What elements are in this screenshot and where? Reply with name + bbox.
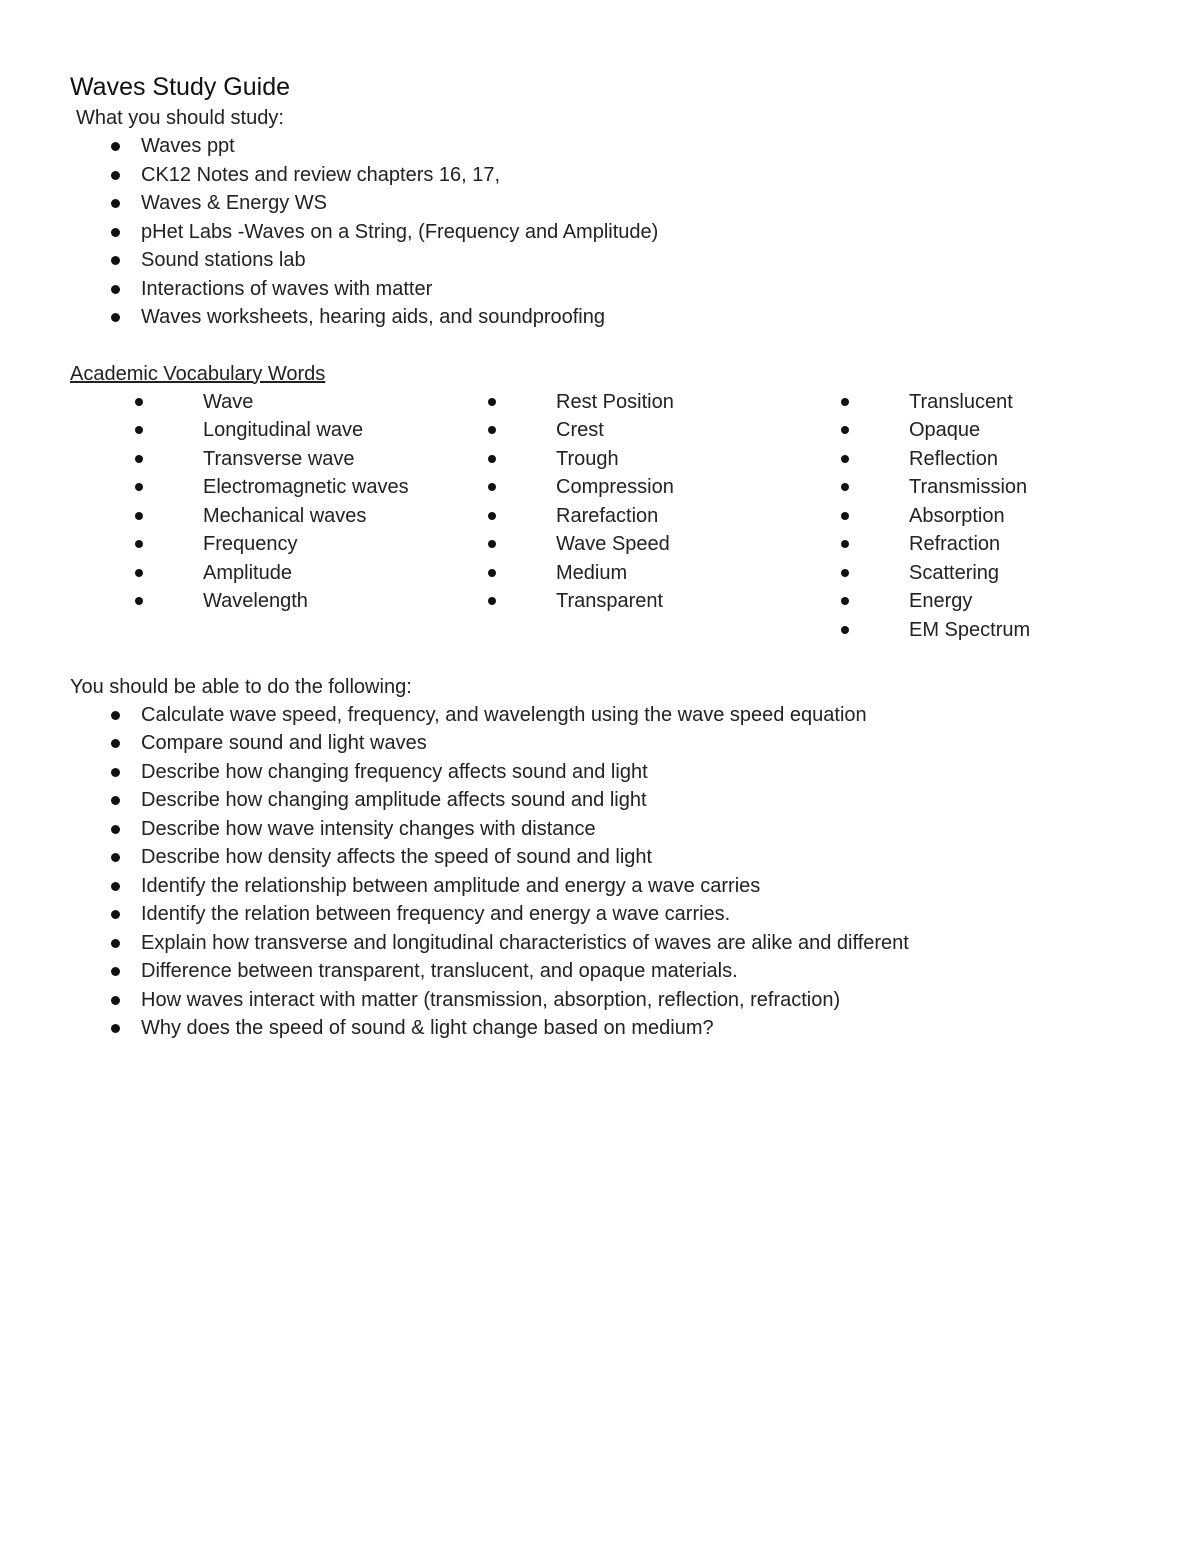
bullet-icon: [488, 426, 496, 434]
bullet-icon: [841, 569, 849, 577]
skills-heading: You should be able to do the following:: [70, 675, 412, 698]
vocab-word: EM Spectrum: [909, 618, 1031, 641]
vocab-item: [423, 445, 674, 474]
vocab-item: [423, 530, 674, 559]
vocab-item: [70, 502, 409, 531]
vocab-column-3: [776, 388, 1030, 645]
bullet-icon: [135, 455, 143, 463]
vocab-grid: [70, 388, 1130, 645]
bullet-icon: [111, 142, 120, 151]
vocab-word: Wave: [203, 390, 254, 413]
vocab-word: Transmission: [909, 476, 1028, 498]
vocab-word: Wavelength: [203, 590, 308, 612]
vocab-word: Amplitude: [203, 561, 292, 584]
vocab-item: [70, 587, 409, 616]
bullet-icon: [111, 882, 120, 891]
list-item-text: Describe how changing amplitude affects sound and light: [141, 789, 647, 811]
vocab-word: Frequency: [203, 533, 298, 555]
vocab-item: [776, 416, 1030, 445]
study-heading: What you should study:: [76, 107, 284, 129]
vocab-item: [423, 502, 674, 531]
bullet-icon: [111, 910, 120, 919]
bullet-icon: [111, 256, 120, 265]
vocab-item: [776, 616, 1030, 645]
vocab-word: Rarefaction: [556, 504, 659, 527]
list-item: [70, 957, 1130, 986]
bullet-icon: [135, 540, 143, 548]
list-item: [70, 701, 1130, 730]
list-item: [70, 929, 1130, 958]
bullet-icon: [488, 597, 496, 605]
document-page: [70, 70, 1130, 1043]
vocab-word: Longitudinal wave: [203, 419, 364, 441]
list-item-text: Waves & Energy WS: [141, 192, 327, 214]
list-item: [70, 303, 1130, 332]
bullet-icon: [111, 853, 120, 862]
vocab-word: Crest: [556, 419, 604, 441]
vocab-item: [70, 559, 409, 588]
bullet-icon: [111, 1024, 120, 1033]
bullet-icon: [488, 483, 496, 491]
page-title: Waves Study Guide: [70, 73, 291, 101]
list-item: [70, 786, 1130, 815]
vocab-word: Scattering: [909, 561, 1000, 584]
vocab-word: Rest Position: [556, 390, 674, 413]
bullet-icon: [841, 512, 849, 520]
list-item: [70, 218, 1130, 247]
vocab-column-2: [423, 388, 674, 616]
list-item-text: Explain how transverse and longitudinal characteristics of waves are alike and different: [141, 931, 909, 954]
bullet-icon: [135, 426, 143, 434]
vocab-item: [776, 587, 1030, 616]
bullet-icon: [488, 540, 496, 548]
list-item-text: Interactions of waves with matter: [141, 277, 433, 300]
vocab-item: [776, 530, 1030, 559]
vocab-item: [70, 530, 409, 559]
bullet-icon: [841, 455, 849, 463]
vocab-word: Compression: [556, 476, 674, 498]
bullet-icon: [111, 939, 120, 948]
list-item-text: Sound stations lab: [141, 249, 306, 271]
vocab-item: [776, 388, 1030, 417]
list-item: [70, 132, 1130, 161]
vocab-item: [776, 559, 1030, 588]
vocab-word: Absorption: [909, 504, 1005, 527]
list-item-text: CK12 Notes and review chapters 16, 17,: [141, 163, 501, 186]
bullet-icon: [841, 626, 849, 634]
vocab-item: [70, 416, 409, 445]
vocab-item: [423, 559, 674, 588]
list-item: [70, 900, 1130, 929]
bullet-icon: [488, 512, 496, 520]
vocab-item: [70, 445, 409, 474]
bullet-icon: [111, 711, 120, 720]
vocab-word: Medium: [556, 561, 628, 584]
list-item: [70, 729, 1130, 758]
bullet-icon: [111, 228, 120, 237]
vocab-word: Transparent: [556, 590, 664, 612]
list-item: [70, 1014, 1130, 1043]
vocab-heading: Academic Vocabulary Words: [70, 362, 326, 385]
list-item: [70, 758, 1130, 787]
list-item-text: Describe how wave intensity changes with distance: [141, 817, 596, 840]
bullet-icon: [841, 398, 849, 406]
vocab-item: [423, 388, 674, 417]
vocab-item: [776, 473, 1030, 502]
list-item: [70, 843, 1130, 872]
bullet-icon: [841, 483, 849, 491]
bullet-icon: [841, 540, 849, 548]
vocab-item: [70, 473, 409, 502]
bullet-icon: [111, 199, 120, 208]
list-item-text: Waves ppt: [141, 135, 235, 157]
list-item: [70, 189, 1130, 218]
vocab-word: Reflection: [909, 447, 998, 470]
bullet-icon: [111, 825, 120, 834]
bullet-icon: [111, 313, 120, 322]
vocab-word: Translucent: [909, 390, 1013, 413]
list-item-text: Describe how density affects the speed of sound and light: [141, 846, 653, 868]
skills-list: [70, 701, 1130, 1043]
vocab-word: Energy: [909, 590, 973, 612]
vocab-item: [70, 388, 409, 417]
list-item: [70, 161, 1130, 190]
vocab-word: Refraction: [909, 533, 1001, 555]
vocab-item: [423, 416, 674, 445]
vocab-item: [423, 473, 674, 502]
bullet-icon: [135, 597, 143, 605]
list-item-text: Why does the speed of sound & light change based on medium?: [141, 1017, 714, 1039]
bullet-icon: [135, 569, 143, 577]
vocab-word: Electromagnetic waves: [203, 476, 409, 498]
list-item: [70, 986, 1130, 1015]
vocab-word: Mechanical waves: [203, 504, 367, 527]
list-item-text: Waves worksheets, hearing aids, and soundproofing: [141, 306, 605, 328]
bullet-icon: [488, 455, 496, 463]
vocab-column-1: [70, 388, 409, 616]
bullet-icon: [111, 285, 120, 294]
bullet-icon: [135, 398, 143, 406]
bullet-icon: [111, 967, 120, 976]
bullet-icon: [111, 739, 120, 748]
bullet-icon: [841, 426, 849, 434]
list-item-text: Calculate wave speed, frequency, and wavelength using the wave speed equation: [141, 703, 867, 726]
list-item-text: Difference between transparent, translucent, and opaque materials.: [141, 960, 738, 982]
list-item: [70, 815, 1130, 844]
bullet-icon: [135, 483, 143, 491]
bullet-icon: [135, 512, 143, 520]
list-item-text: Compare sound and light waves: [141, 732, 427, 754]
vocab-item: [776, 502, 1030, 531]
vocab-word: Trough: [556, 447, 619, 470]
list-item-text: Identify the relationship between amplitude and energy a wave carries: [141, 874, 761, 897]
bullet-icon: [488, 569, 496, 577]
bullet-icon: [488, 398, 496, 406]
list-item-text: Describe how changing frequency affects sound and light: [141, 760, 648, 783]
bullet-icon: [111, 796, 120, 805]
bullet-icon: [111, 171, 120, 180]
study-list: [70, 132, 1130, 332]
vocab-item: [776, 445, 1030, 474]
bullet-icon: [111, 768, 120, 777]
list-item: [70, 872, 1130, 901]
vocab-word: Wave Speed: [556, 533, 670, 555]
vocab-item: [423, 587, 674, 616]
list-item-text: Identify the relation between frequency and energy a wave carries.: [141, 903, 731, 925]
vocab-word: Transverse wave: [203, 447, 355, 470]
list-item-text: pHet Labs -Waves on a String, (Frequency and Amplitude): [141, 220, 659, 243]
vocab-word: Opaque: [909, 419, 981, 441]
list-item: [70, 275, 1130, 304]
bullet-icon: [111, 996, 120, 1005]
list-item-text: How waves interact with matter (transmission, absorption, reflection, refraction): [141, 988, 841, 1011]
bullet-icon: [841, 597, 849, 605]
list-item: [70, 246, 1130, 275]
